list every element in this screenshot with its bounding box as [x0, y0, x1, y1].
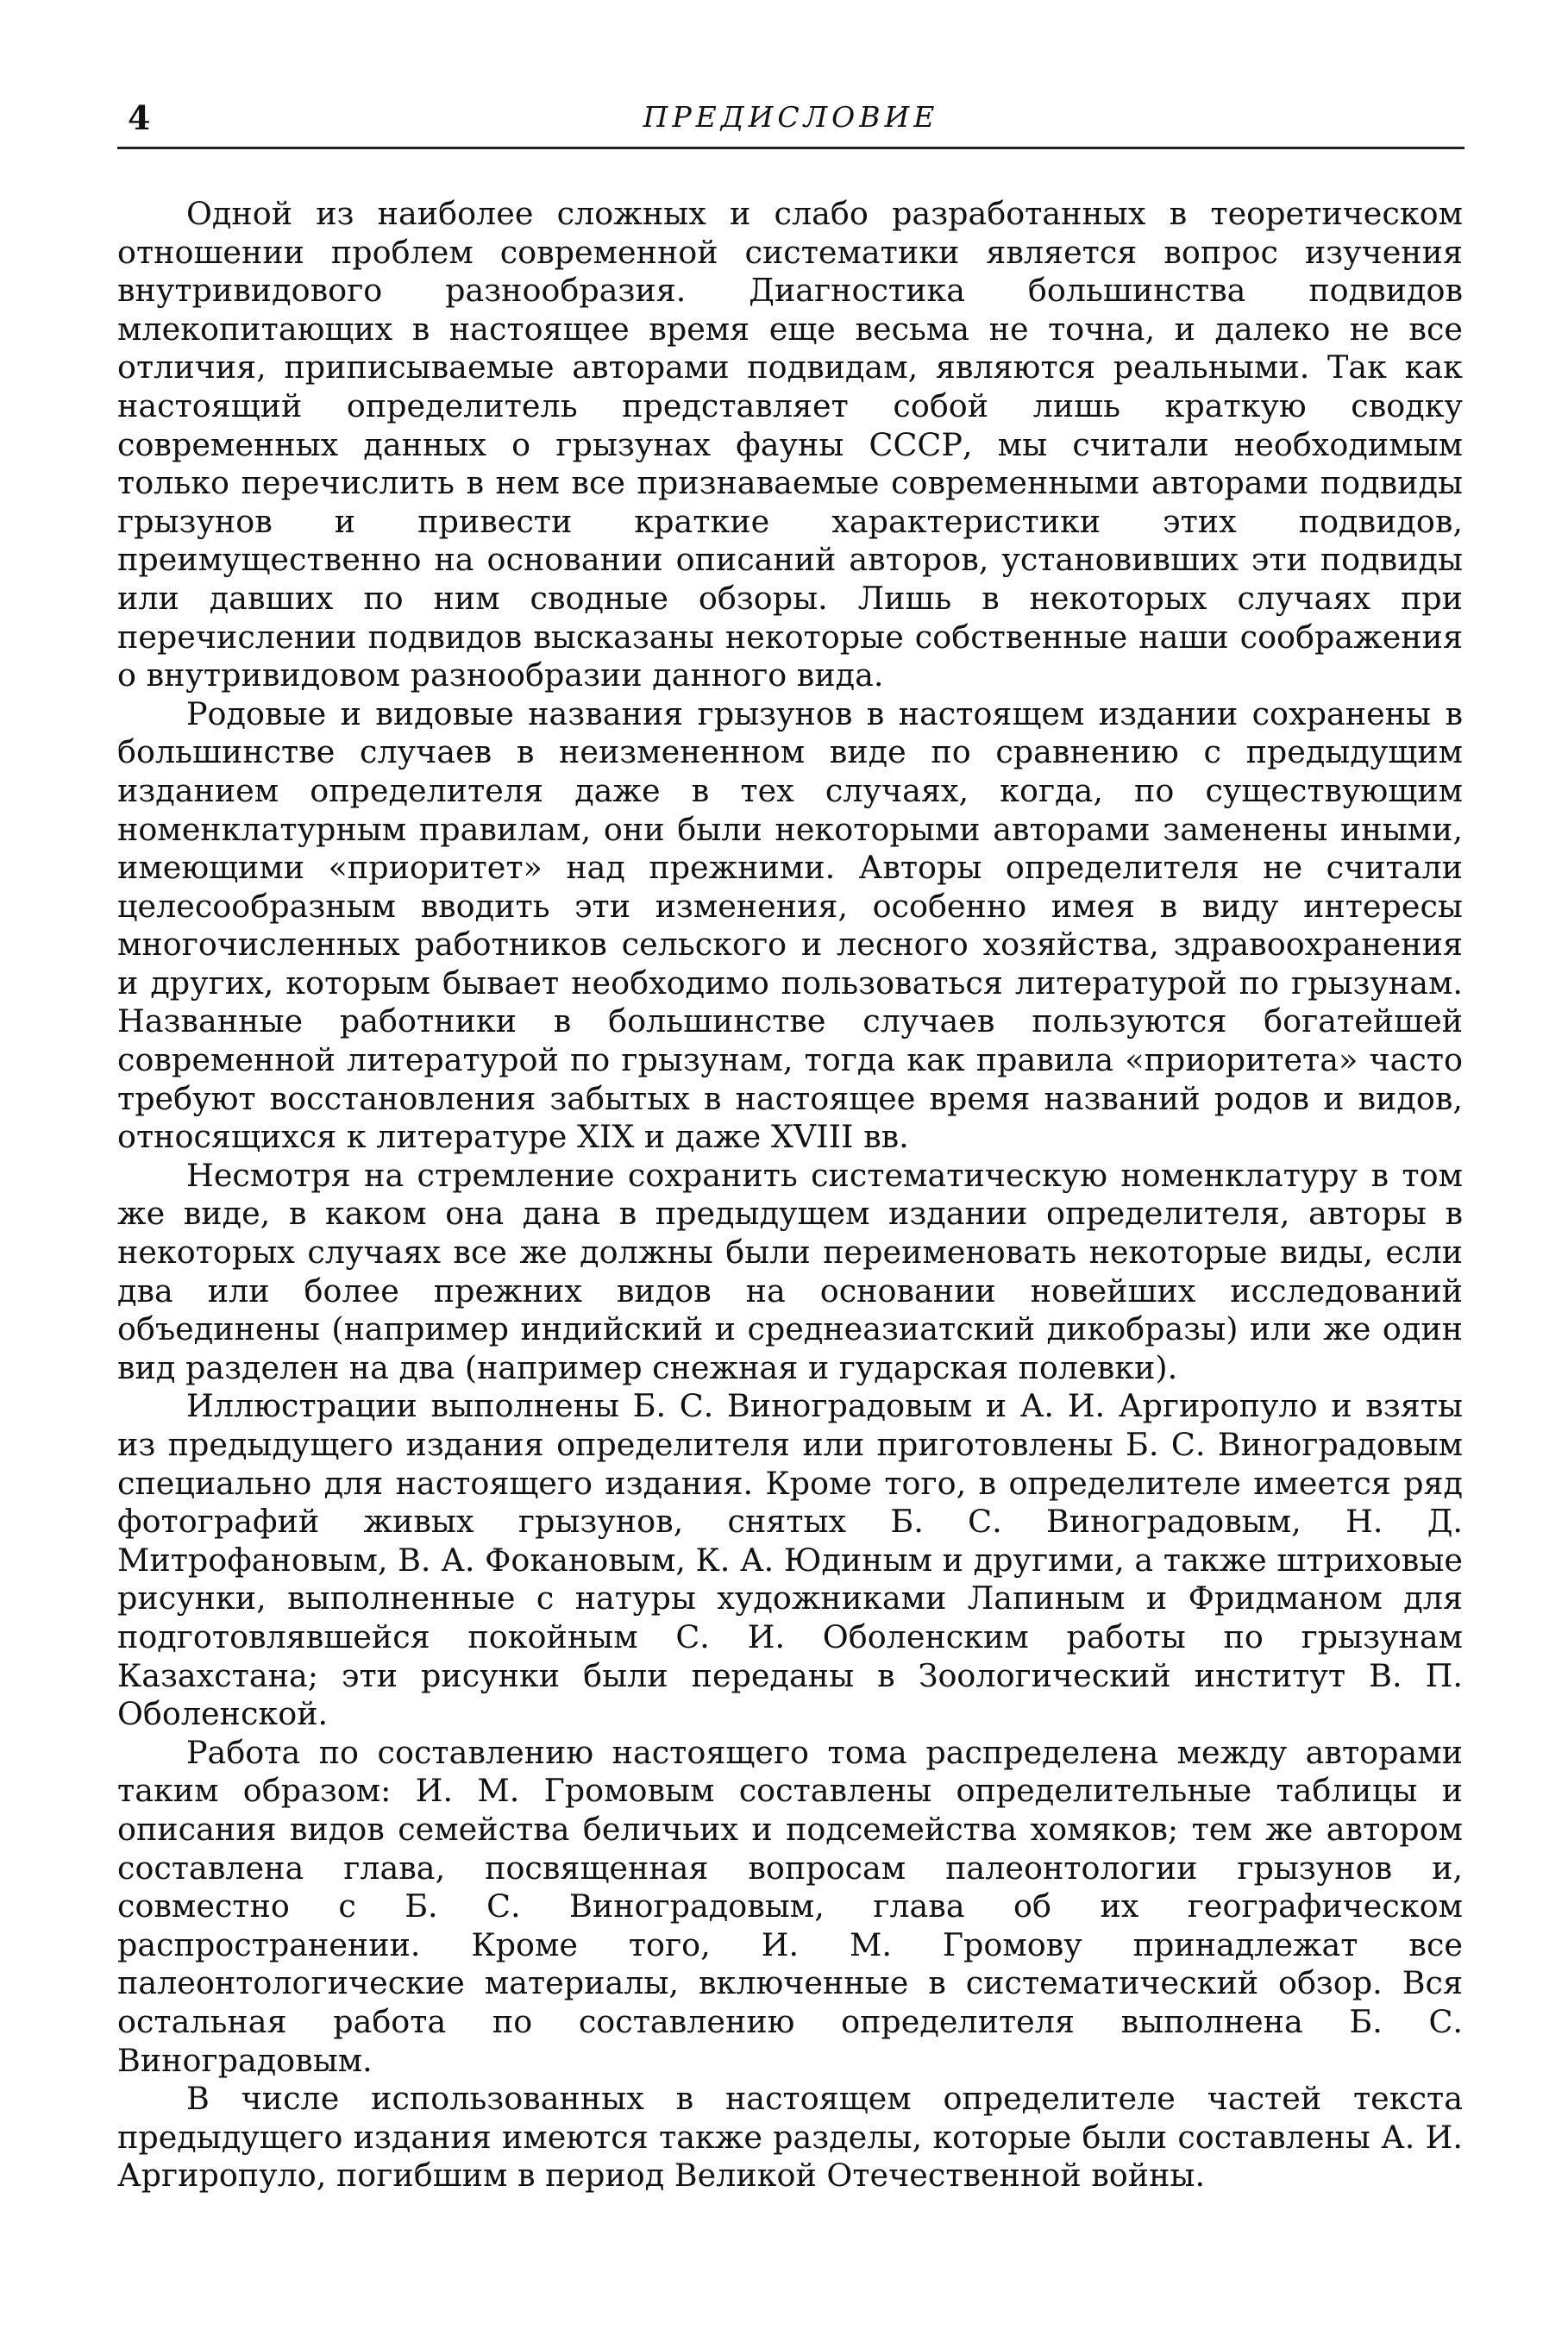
body-text [117, 195, 1463, 2195]
paragraph-renamed-species: Несмотря на стремление сохранить систематическую номенклатуру в том же виде, в каком она дана в предыдущем издании определителя, авторы в некоторых случаях все же должны были переименовать некоторые виды, если два или более прежних видов на основании новейших исследований объединены (например индийский и среднеазиатский дикобразы) или же один вид разделен на два (например снежная и гударская полевки). [117, 1156, 1463, 1386]
page-number: 4 [128, 98, 151, 137]
paragraph-previous-edition: В числе использованных в настоящем определителе частей текста предыдущего издания имеются также разделы, которые были составлены А. И. Аргиропуло, погибшим в период Великой Отечественной войны. [117, 2080, 1463, 2195]
paragraph-intraspecific-diversity: Одной из наиболее сложных и слабо разработанных в теоретическом отношении проблем современной систематики является вопрос изучения внутривидового разнообразия. Диагностика большинства подвидов млекопитающих в настоящее время еще весьма не точна, и далеко не все отличия, приписываемые авторами подвидам, являются реальными. Так как настоящий определитель представляет собой лишь краткую сводку современных данных о грызунах фауны СССР, мы считали необходимым только перечислить в нем все признаваемые современными авторами подвиды грызунов и привести краткие характеристики этих подвидов, преимущественно на основании описаний авторов, установивших эти подвиды или давших по ним сводные обзоры. Лишь в некоторых случаях при перечислении подвидов высказаны некоторые собственные наши соображения о внутривидовом разнообразии данного вида. [117, 195, 1463, 694]
paragraph-authorship: Работа по составлению настоящего тома распределена между авторами таким образом: И. М. Громовым составлены определительные таблицы и описания видов семейства беличьих и подсемейства хомяков; тем же автором составлена глава, посвященная вопросам палеонтологии грызунов и, совместно с Б. С. Виноградовым, глава об их географическом распространении. Кроме того, И. М. Громову принадлежат все палеонтологические материалы, включенные в систематический обзор. Вся остальная работа по составлению определителя выполнена Б. С. Виноградовым. [117, 1733, 1463, 2079]
page-header [117, 97, 1465, 149]
running-title: ПРЕДИСЛОВИЕ [643, 100, 939, 134]
paragraph-nomenclature: Родовые и видовые названия грызунов в настоящем издании сохранены в большинстве случаев в неизмененном виде по сравнению с предыдущим изданием определителя даже в тех случаях, когда, по существующим номенклатурным правилам, они были некоторыми авторами заменены иными, имеющими «приоритет» над прежними. Авторы определителя не считали целесообразным вводить эти изменения, особенно имея в виду интересы многочисленных работников сельского и лесного хозяйства, здравоохранения и других, которым бывает необходимо пользоваться литературой по грызунам. Названные работники в большинстве случаев пользуются богатейшей современной литературой по грызунам, тогда как правила «приоритета» часто требуют восстановления забытых в настоящее время названий родов и видов, относящихся к литературе XIX и даже XVIII вв. [117, 694, 1463, 1156]
paragraph-illustrations: Иллюстрации выполнены Б. С. Виноградовым и А. И. Аргиропуло и взяты из предыдущего издания определителя или приготовлены Б. С. Виноградовым специально для настоящего издания. Кроме того, в определителе имеется ряд фотографий живых грызунов, снятых Б. С. Виноградовым, Н. Д. Митрофановым, В. А. Фокановым, К. А. Юдиным и другими, а также штриховые рисунки, выполненные с натуры художниками Лапиным и Фридманом для подготовлявшейся покойным С. И. Оболенским работы по грызунам Казахстана; эти рисунки были переданы в Зоологический институт В. П. Оболенской. [117, 1387, 1463, 1733]
